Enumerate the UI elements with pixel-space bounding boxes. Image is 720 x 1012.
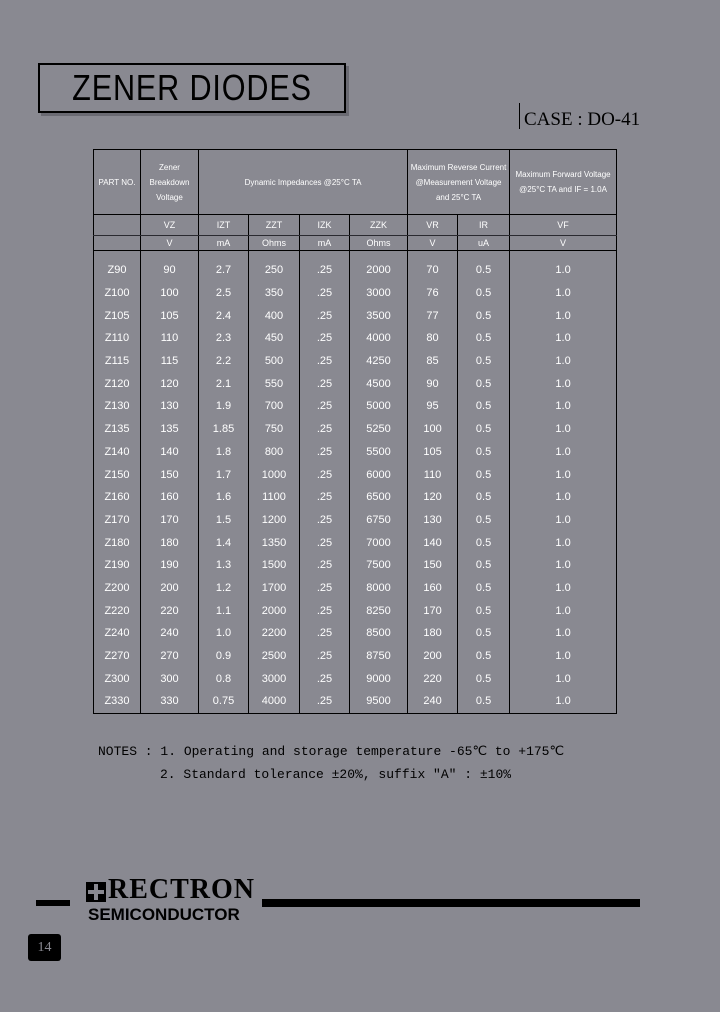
table-cell: 1.0: [510, 509, 617, 532]
table-cell: 1100: [249, 486, 300, 509]
table-cell: .25: [300, 350, 350, 373]
table-row: [94, 622, 617, 645]
symbol-cell: ZZK: [350, 215, 408, 236]
table-cell: 1.0: [510, 645, 617, 668]
rectron-logo-icon: [86, 882, 106, 902]
note-line-1: NOTES : 1. Operating and storage temperature -65℃ to +175℃: [98, 744, 565, 759]
header-dynamic: Dynamic Impedances @25°C TA: [199, 150, 408, 215]
table-row: [94, 463, 617, 486]
table-cell: 9000: [350, 667, 408, 690]
table-cell: 4000: [249, 690, 300, 713]
header-forward: Maximum Forward Voltage @25°C TA and IF = 1.0A: [510, 150, 617, 215]
table-cell: 105: [408, 441, 458, 464]
table-cell: 7000: [350, 531, 408, 554]
table-cell: 0.8: [199, 667, 249, 690]
header-breakdown: Zener Breakdown Voltage: [141, 150, 199, 215]
table-cell: Z110: [94, 327, 141, 350]
table-cell: Z180: [94, 531, 141, 554]
table-row: [94, 418, 617, 441]
table-cell: 170: [408, 599, 458, 622]
table-cell: 2500: [249, 645, 300, 668]
table-cell: Z160: [94, 486, 141, 509]
table-cell: .25: [300, 418, 350, 441]
table-cell: .25: [300, 531, 350, 554]
table-cell: 1.0: [510, 304, 617, 327]
table-cell: 1.0: [510, 395, 617, 418]
table-cell: 0.5: [458, 690, 510, 713]
table-cell: 0.5: [458, 372, 510, 395]
table-row: [94, 554, 617, 577]
table-cell: Z90: [94, 259, 141, 282]
title-box: [38, 63, 346, 113]
table-cell: 0.5: [458, 531, 510, 554]
table-cell: Z115: [94, 350, 141, 373]
table-cell: 240: [408, 690, 458, 713]
table-cell: 120: [408, 486, 458, 509]
table-cell: 1.5: [199, 509, 249, 532]
unit-cell: V: [141, 236, 199, 251]
table-cell: Z130: [94, 395, 141, 418]
table-cell: .25: [300, 304, 350, 327]
unit-cell: Ohms: [249, 236, 300, 251]
table-cell: Z220: [94, 599, 141, 622]
table-cell: 70: [408, 259, 458, 282]
table-cell: 110: [141, 327, 199, 350]
table-cell: 90: [408, 372, 458, 395]
table-cell: 90: [141, 259, 199, 282]
table-row: [94, 667, 617, 690]
brand-subtitle: SEMICONDUCTOR: [88, 905, 240, 924]
table-cell: 1.0: [510, 282, 617, 305]
table-cell: 1.2: [199, 577, 249, 600]
table-cell: 0.5: [458, 577, 510, 600]
table-cell: 450: [249, 327, 300, 350]
symbol-cell: ZZT: [249, 215, 300, 236]
table-cell: 1.85: [199, 418, 249, 441]
symbol-cell: VF: [510, 215, 617, 236]
table-cell: 200: [408, 645, 458, 668]
table-cell: Z140: [94, 441, 141, 464]
header-row: [94, 150, 617, 215]
table-cell: .25: [300, 667, 350, 690]
table-cell: 0.5: [458, 599, 510, 622]
table-cell: Z100: [94, 282, 141, 305]
table-row: [94, 282, 617, 305]
table-cell: Z300: [94, 667, 141, 690]
table-row: [94, 645, 617, 668]
table-cell: 150: [141, 463, 199, 486]
header-reverse: Maximum Reverse Current @Measurement Voltage and 25°C TA: [408, 150, 510, 215]
table-cell: 4000: [350, 327, 408, 350]
case-label: CASE : DO-41: [519, 103, 640, 129]
table-cell: Z330: [94, 690, 141, 713]
table-cell: 8500: [350, 622, 408, 645]
table-cell: Z120: [94, 372, 141, 395]
table-cell: 400: [249, 304, 300, 327]
table-cell: 240: [141, 622, 199, 645]
table-cell: 8750: [350, 645, 408, 668]
table-cell: .25: [300, 554, 350, 577]
table-cell: 0.5: [458, 418, 510, 441]
unit-cell: mA: [199, 236, 249, 251]
table-row: [94, 690, 617, 713]
symbol-cell: IZK: [300, 215, 350, 236]
table-cell: 115: [141, 350, 199, 373]
table-cell: 6750: [350, 509, 408, 532]
table-cell: 220: [408, 667, 458, 690]
table-cell: 5000: [350, 395, 408, 418]
table-cell: 1.0: [510, 667, 617, 690]
table-cell: 2000: [350, 259, 408, 282]
table-cell: 140: [408, 531, 458, 554]
table-cell: 0.5: [458, 554, 510, 577]
table-cell: 0.5: [458, 645, 510, 668]
table-cell: Z270: [94, 645, 141, 668]
table-cell: 1.0: [510, 372, 617, 395]
symbol-cell: VR: [408, 215, 458, 236]
symbol-row: [94, 215, 617, 236]
table-cell: 140: [141, 441, 199, 464]
table-cell: 0.5: [458, 259, 510, 282]
table-cell: 1.1: [199, 599, 249, 622]
table-cell: 1.0: [510, 486, 617, 509]
table-cell: 3000: [249, 667, 300, 690]
symbol-cell: IR: [458, 215, 510, 236]
unit-cell: uA: [458, 236, 510, 251]
symbol-cell: IZT: [199, 215, 249, 236]
table-cell: 300: [141, 667, 199, 690]
table-cell: 2000: [249, 599, 300, 622]
table-cell: 2.7: [199, 259, 249, 282]
table-cell: 0.5: [458, 282, 510, 305]
table-row: [94, 327, 617, 350]
table-cell: 9500: [350, 690, 408, 713]
table-cell: 550: [249, 372, 300, 395]
table-cell: Z200: [94, 577, 141, 600]
table-row: [94, 531, 617, 554]
table-cell: 0.5: [458, 327, 510, 350]
table-body: [94, 251, 617, 714]
table-row: [94, 350, 617, 373]
table-cell: 7500: [350, 554, 408, 577]
table-cell: 76: [408, 282, 458, 305]
table-cell: 1.0: [510, 554, 617, 577]
unit-cell: mA: [300, 236, 350, 251]
table-cell: .25: [300, 463, 350, 486]
table-cell: .25: [300, 327, 350, 350]
table-cell: 0.5: [458, 486, 510, 509]
table-cell: 1350: [249, 531, 300, 554]
symbol-cell: [94, 215, 141, 236]
table-cell: 1500: [249, 554, 300, 577]
table-cell: 110: [408, 463, 458, 486]
table-cell: 2.1: [199, 372, 249, 395]
table-cell: 130: [141, 395, 199, 418]
table-cell: .25: [300, 645, 350, 668]
table-cell: 8000: [350, 577, 408, 600]
table-row: [94, 304, 617, 327]
table-cell: 1.9: [199, 395, 249, 418]
table-cell: 120: [141, 372, 199, 395]
table-cell: 135: [141, 418, 199, 441]
brand-name: RECTRON: [108, 874, 256, 905]
table-cell: 2.2: [199, 350, 249, 373]
table-cell: 2.3: [199, 327, 249, 350]
table-cell: 500: [249, 350, 300, 373]
table-cell: 170: [141, 509, 199, 532]
table-cell: 1.0: [510, 599, 617, 622]
table-cell: 1700: [249, 577, 300, 600]
table-row: [94, 441, 617, 464]
table-cell: .25: [300, 259, 350, 282]
table-cell: 1000: [249, 463, 300, 486]
table-cell: 0.5: [458, 463, 510, 486]
table-cell: .25: [300, 622, 350, 645]
page-title: ZENER DIODES: [72, 67, 312, 108]
table-cell: 1.3: [199, 554, 249, 577]
unit-cell: [94, 236, 141, 251]
table-row: [94, 577, 617, 600]
table-cell: .25: [300, 441, 350, 464]
table-cell: 0.9: [199, 645, 249, 668]
table-cell: 105: [141, 304, 199, 327]
table-cell: .25: [300, 282, 350, 305]
table-cell: 3500: [350, 304, 408, 327]
unit-cell: V: [408, 236, 458, 251]
table-cell: .25: [300, 577, 350, 600]
table-cell: Z240: [94, 622, 141, 645]
table-cell: 250: [249, 259, 300, 282]
zener-spec-table: [93, 149, 617, 714]
table-cell: 180: [408, 622, 458, 645]
table-cell: 4250: [350, 350, 408, 373]
table-cell: 8250: [350, 599, 408, 622]
table-row: [94, 259, 617, 282]
table-cell: 5250: [350, 418, 408, 441]
table-cell: 100: [141, 282, 199, 305]
table-cell: 1.0: [510, 441, 617, 464]
symbol-cell: VZ: [141, 215, 199, 236]
unit-cell: V: [510, 236, 617, 251]
table-cell: 1.6: [199, 486, 249, 509]
table-cell: 750: [249, 418, 300, 441]
brand-rule-left: [36, 900, 70, 906]
table-cell: 1.8: [199, 441, 249, 464]
table-cell: 6000: [350, 463, 408, 486]
table-cell: 160: [408, 577, 458, 600]
table-cell: 1.0: [199, 622, 249, 645]
table-cell: .25: [300, 395, 350, 418]
table-cell: .25: [300, 486, 350, 509]
table-cell: 0.75: [199, 690, 249, 713]
table-cell: .25: [300, 509, 350, 532]
table-cell: Z135: [94, 418, 141, 441]
table-cell: 270: [141, 645, 199, 668]
table-cell: 2.4: [199, 304, 249, 327]
table-cell: 0.5: [458, 395, 510, 418]
table-cell: 220: [141, 599, 199, 622]
table-cell: 200: [141, 577, 199, 600]
brand-rule-right: [262, 899, 640, 907]
table-cell: 1.0: [510, 463, 617, 486]
table-cell: 1.7: [199, 463, 249, 486]
table-cell: 2200: [249, 622, 300, 645]
table-cell: Z190: [94, 554, 141, 577]
table-cell: 190: [141, 554, 199, 577]
note-line-2: 2. Standard tolerance ±20%, suffix "A" : ±10%: [160, 767, 512, 782]
table-cell: 5500: [350, 441, 408, 464]
table-row: [94, 486, 617, 509]
table-cell: 1.0: [510, 577, 617, 600]
table-cell: 100: [408, 418, 458, 441]
table-cell: 1.0: [510, 259, 617, 282]
table-cell: 0.5: [458, 350, 510, 373]
table-cell: 180: [141, 531, 199, 554]
table-cell: 1.0: [510, 690, 617, 713]
table-cell: .25: [300, 690, 350, 713]
table-cell: .25: [300, 599, 350, 622]
table-cell: 0.5: [458, 304, 510, 327]
table-cell: 0.5: [458, 509, 510, 532]
table-cell: 2.5: [199, 282, 249, 305]
unit-cell: Ohms: [350, 236, 408, 251]
table-cell: 0.5: [458, 667, 510, 690]
table-cell: 150: [408, 554, 458, 577]
table-cell: 6500: [350, 486, 408, 509]
table-cell: 1.0: [510, 418, 617, 441]
unit-row: [94, 236, 617, 251]
table-cell: 3000: [350, 282, 408, 305]
table-cell: 0.5: [458, 441, 510, 464]
table-cell: Z105: [94, 304, 141, 327]
table-row: [94, 395, 617, 418]
table-cell: 80: [408, 327, 458, 350]
table-cell: 1.0: [510, 327, 617, 350]
table-cell: 1.0: [510, 622, 617, 645]
notes: [98, 740, 564, 786]
table-cell: 160: [141, 486, 199, 509]
spacer-row: [94, 251, 617, 260]
table-cell: Z170: [94, 509, 141, 532]
table-cell: 330: [141, 690, 199, 713]
table-cell: 1200: [249, 509, 300, 532]
table-cell: 85: [408, 350, 458, 373]
table-cell: 4500: [350, 372, 408, 395]
table-cell: 77: [408, 304, 458, 327]
table-cell: .25: [300, 372, 350, 395]
table-cell: 0.5: [458, 622, 510, 645]
page-number: 14: [28, 934, 61, 961]
table-cell: 1.4: [199, 531, 249, 554]
table-row: [94, 372, 617, 395]
table-cell: 800: [249, 441, 300, 464]
table-cell: 130: [408, 509, 458, 532]
table-cell: 350: [249, 282, 300, 305]
table-cell: 1.0: [510, 531, 617, 554]
table-cell: 700: [249, 395, 300, 418]
table-cell: 1.0: [510, 350, 617, 373]
table-row: [94, 599, 617, 622]
table-cell: 95: [408, 395, 458, 418]
table-cell: Z150: [94, 463, 141, 486]
table-row: [94, 509, 617, 532]
header-part-no: PART NO.: [94, 150, 141, 215]
